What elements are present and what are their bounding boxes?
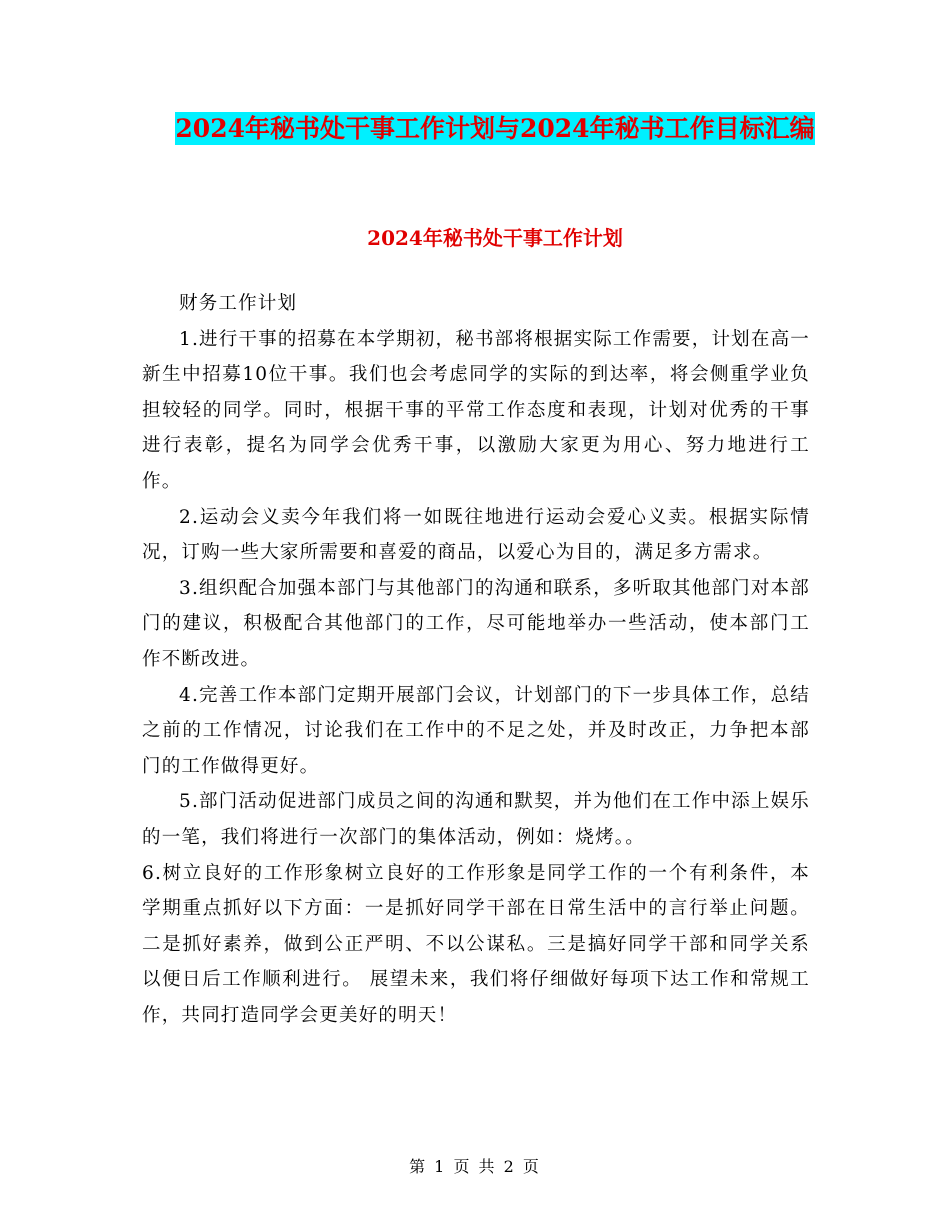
- paragraph-6: 6.树立良好的工作形象树立良好的工作形象是同学工作的一个有利条件，本学期重点抓好以下方面：一是抓好同学干部在日常生活中的言行举止问题。二是抓好素养，做到公正严明、不以公谋私。三是搞好同学干部和同学关系以便日后工作顺利进行。 展望未来，我们将仔细做好每项下达工作和常规工作，共同打造同学会更美好的明天！: [142, 862, 810, 1026]
- paragraph-4: 4.完善工作本部门定期开展部门会议，计划部门的下一步具体工作，总结之前的工作情况，讨论我们在工作中的不足之处，并及时改正，力争把本部门的工作做得更好。: [142, 684, 810, 777]
- section-title: 2024年秘书处干事工作计划: [367, 226, 623, 250]
- paragraph-3: 3.组织配合加强本部门与其他部门的沟通和联系，多听取其他部门对本部门的建议，积极配合其他部门的工作，尽可能地举办一些活动，使本部门工作不断改进。: [142, 577, 810, 670]
- document-title: [140, 106, 850, 152]
- document-body: [142, 286, 810, 1033]
- paragraph-1: 1.进行干事的招募在本学期初，秘书部将根据实际工作需要，计划在高一新生中招募10位干事。我们也会考虑同学的实际的到达率，将会侧重学业负担较轻的同学。同时，根据干事的平常工作态度和表现，计划对优秀的干事进行表彰，提名为同学会优秀干事，以激励大家更为用心、努力地进行工作。: [142, 328, 810, 492]
- paragraph-2: 2.运动会义卖今年我们将一如既往地进行运动会爱心义卖。根据实际情况，订购一些大家所需要和喜爱的商品，以爱心为目的，满足多方需求。: [142, 506, 810, 564]
- page-footer: 第 1 页 共 2 页: [409, 1157, 541, 1176]
- section-heading: 财务工作计划: [179, 293, 298, 314]
- document-title-text: 2024年秘书处干事工作计划与2024年秘书工作目标汇编: [175, 114, 815, 143]
- paragraph-5: 5.部门活动促进部门成员之间的沟通和默契，并为他们在工作中添上娱乐的一笔，我们将进行一次部门的集体活动，例如：烧烤。。: [142, 791, 810, 848]
